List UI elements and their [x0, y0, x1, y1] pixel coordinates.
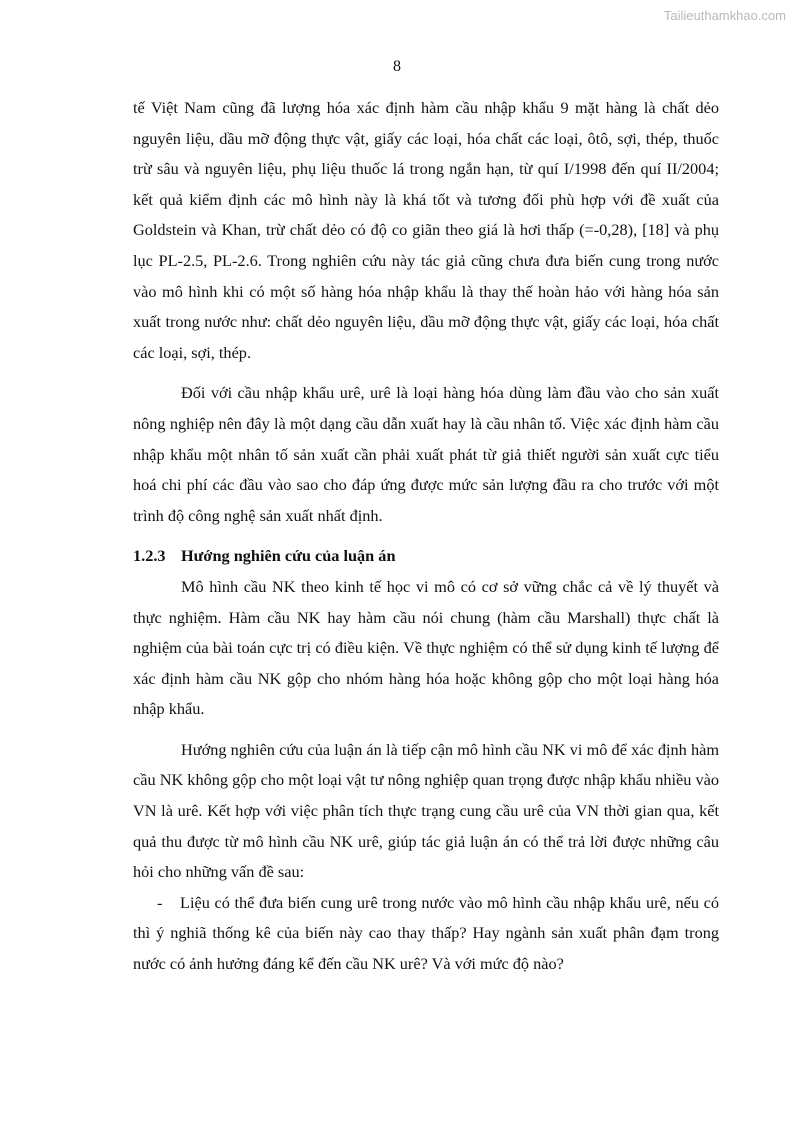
section-heading [133, 541, 719, 572]
bullet-dash: - [157, 892, 163, 912]
paragraph-3: Mô hình cầu NK theo kinh tế học vi mô có cơ sở vững chắc cả về lý thuyết và thực nghiệm. Hàm cầu NK hay hàm cầu nói chung (hàm cầu Marshall) thực chất là nghiệm của bài toán cực trị có điều kiện. Về thực nghiệm có thể sử dụng kinh tế lượng để xác định hàm cầu NK gộp cho nhóm hàng hóa hoặc không gộp cho một loại hàng hóa nhập khẩu. [133, 576, 719, 719]
paragraph-4: Hướng nghiên cứu của luận án là tiếp cận mô hình cầu NK vi mô để xác định hàm cầu NK không gộp cho một loại vật tư nông nghiệp quan trọng được nhập khẩu nhiều vào VN là urê. Kết hợp với việc phân tích thực trạng cung cầu urê của VN thời gian qua, kết quả thu được từ mô hình cầu NK urê, giúp tác giả luận án có thể trả lời được những câu hỏi cho những vấn đề sau: [133, 739, 719, 882]
paragraph-2: Đối với cầu nhập khẩu urê, urê là loại hàng hóa dùng làm đầu vào cho sản xuất nông nghiệp nên đây là một dạng cầu dẫn xuất hay là cầu nhân tố. Việc xác định hàm cầu nhập khẩu một nhân tố sản xuất cần phải xuất phát từ giả thiết người sản xuất cực tiểu hoá chi phí các đầu vào sao cho đáp ứng được mức sản lượng đầu ra cho trước với một trình độ công nghệ sản xuất nhất định. [133, 383, 719, 525]
paragraph-1: tế Việt Nam cũng đã lượng hóa xác định hàm cầu nhập khẩu 9 mặt hàng là chất dẻo nguyên liệu, dầu mỡ động thực vật, giấy các loại, hóa chất các loại, ôtô, sợi, thép, thuốc trừ sâu và nguyên liệu, phụ liệu thuốc lá trong ngắn hạn, từ quí I/1998 đến quí II/2004; kết quả kiểm định các mô hình này là khá tốt và tương đối phù hợp với đề xuất của Goldstein và Khan, trừ chất dẻo có độ co giãn theo giá là hơi thấp (=-0,28), [18] và phụ lục PL-2.5, PL-2.6. Trong nghiên cứu này tác giả cũng chưa đưa biến cung trong nước vào mô hình khi có một số hàng hóa nhập khẩu là thay thế hoàn hảo với hàng hóa sản xuất trong nước như: chất dẻo nguyên liệu, dầu mỡ động thực vật, giấy các loại, hóa chất các loại, sợi, thép. [133, 98, 719, 362]
page-number: 8 [393, 58, 401, 75]
bullet-text: Liệu có thể đưa biến cung urê trong nước vào mô hình cầu nhập khẩu urê, nếu có thì ý nghiã thống kê của biến này cao thay thấp? Hay ngành sản xuất phân đạm trong nước có ảnh hưởng đáng kể đến cầu NK urê? Và với mức độ nào? [133, 892, 719, 974]
section-title: Hướng nghiên cứu của luận án [181, 546, 396, 566]
watermark: Tailieuthamkhao.com [663, 8, 786, 23]
section-number: 1.2.3 [133, 546, 166, 566]
bullet-item [133, 888, 719, 980]
document-body [133, 93, 719, 980]
